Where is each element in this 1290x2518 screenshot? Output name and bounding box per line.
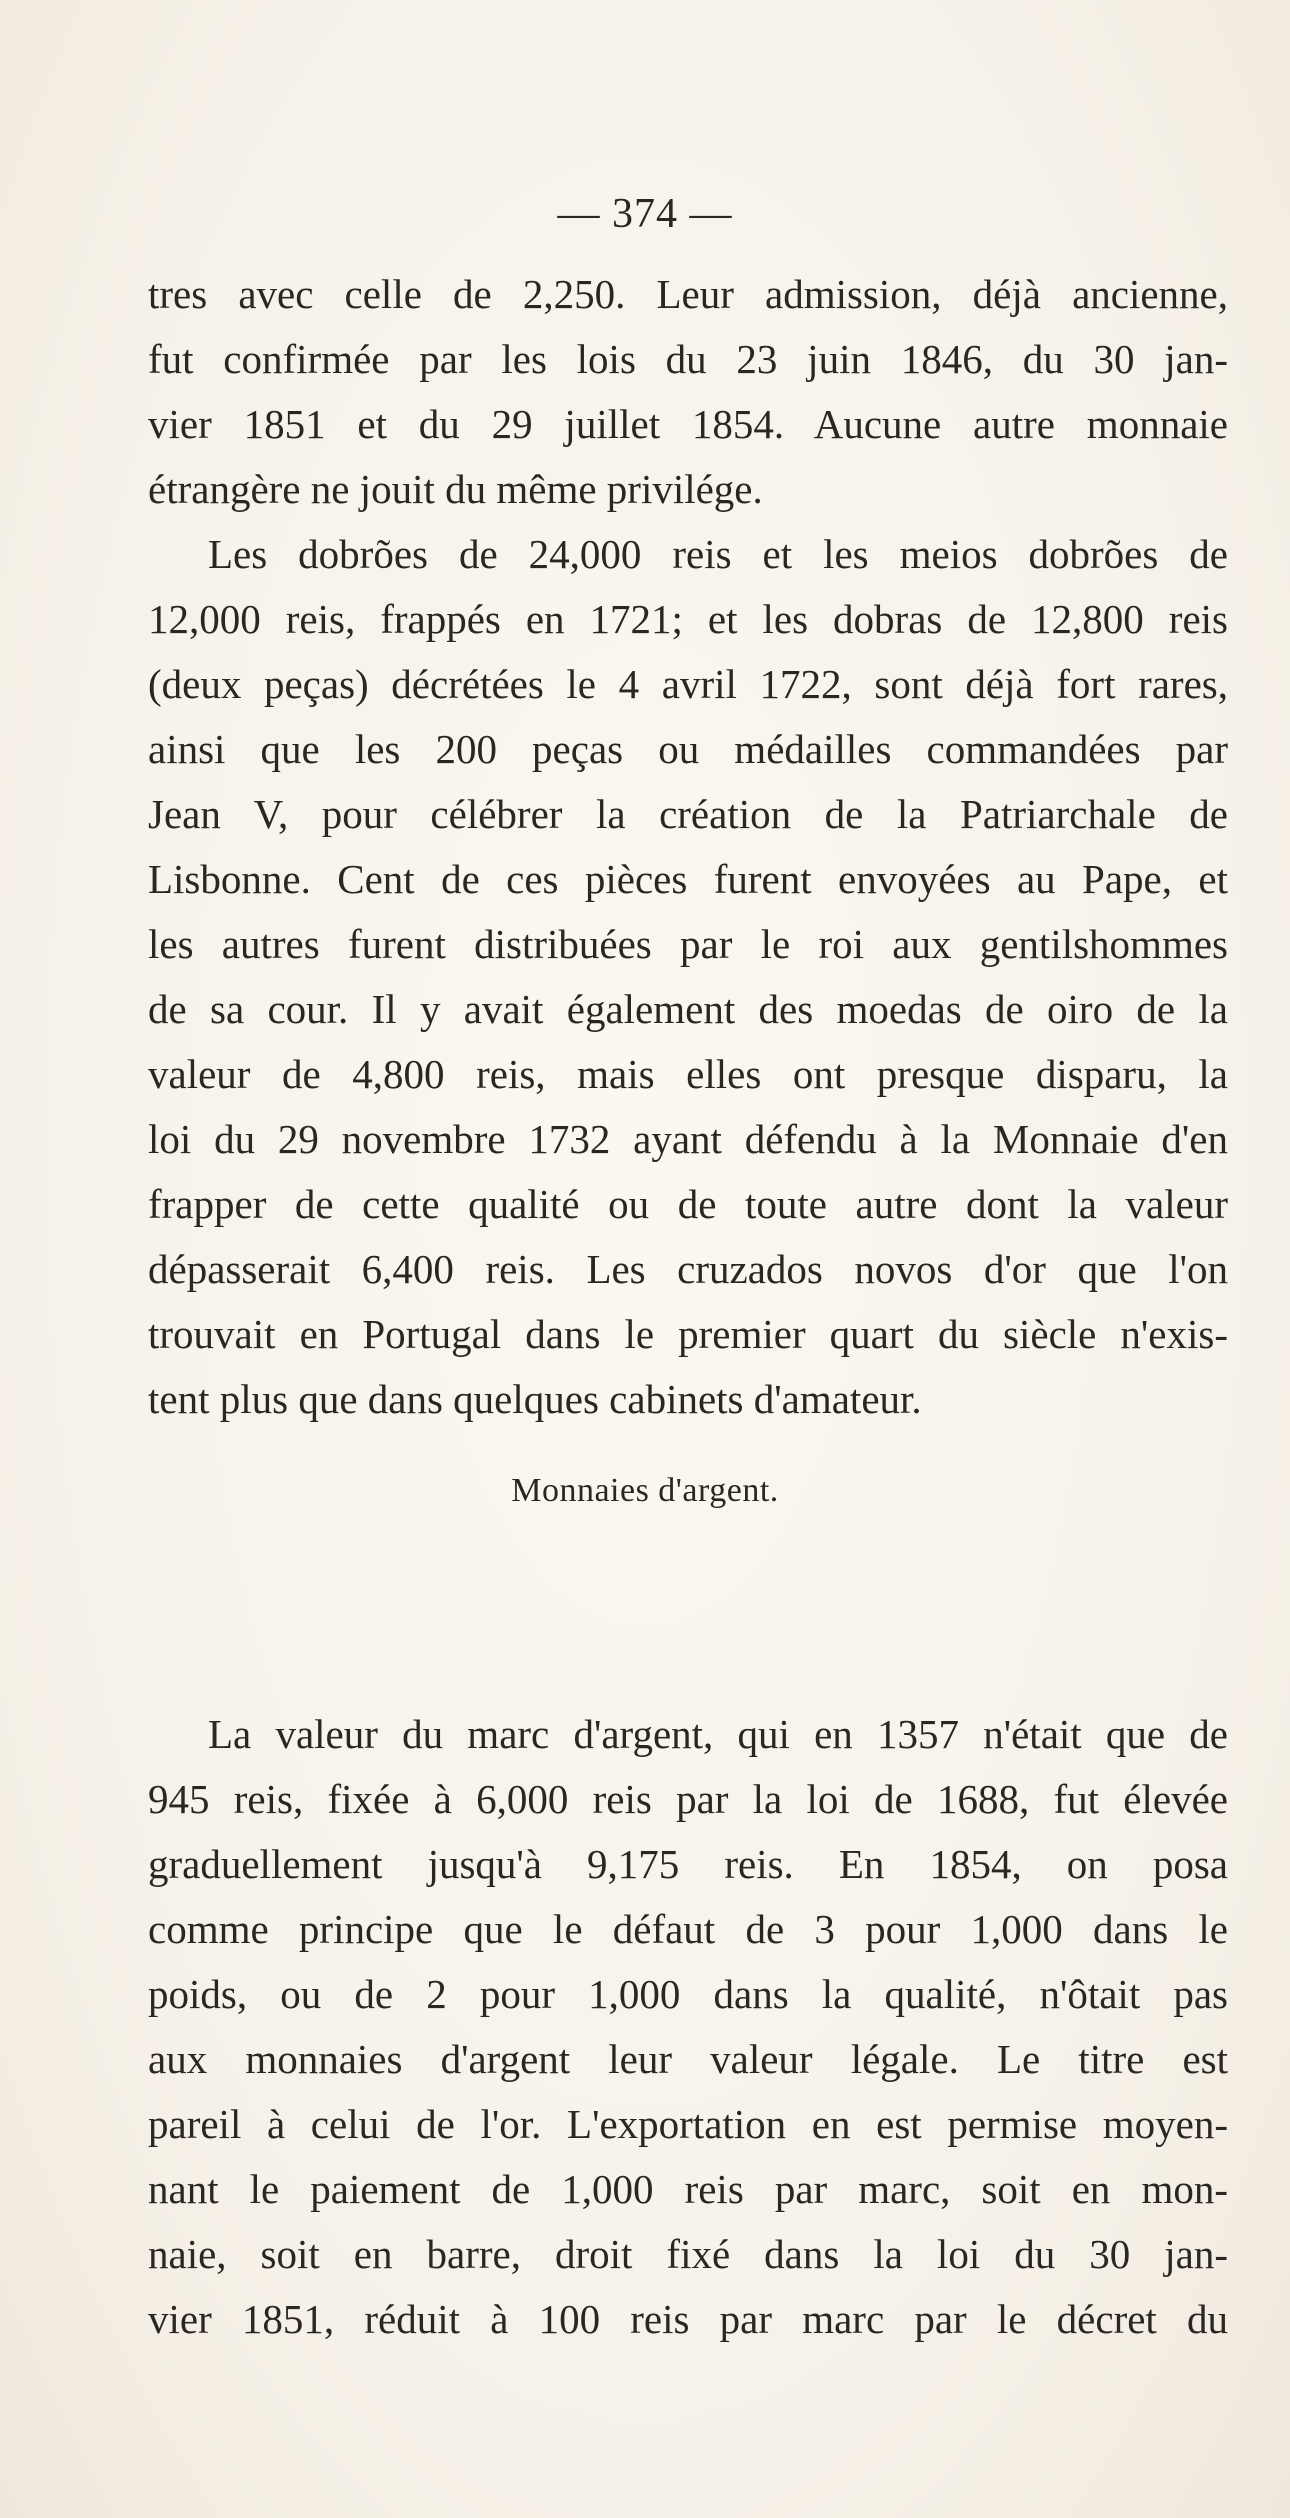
text-line: vier 1851, réduit à 100 reis par marc par le décret du: [148, 2296, 1228, 2342]
text-line: naie, soit en barre, droit fixé dans la loi du 30 jan-: [148, 2231, 1228, 2277]
text-line: tres avec celle de 2,250. Leur admission, déjà ancienne,: [148, 271, 1228, 317]
page-number: — 374 —: [557, 191, 733, 237]
text-line: comme principe que le défaut de 3 pour 1,000 dans le: [148, 1906, 1228, 1952]
text-line: ainsi que les 200 peças ou médailles commandées par: [148, 726, 1228, 772]
text-line: loi du 29 novembre 1732 ayant défendu à la Monnaie d'en: [148, 1116, 1228, 1162]
text-line: La valeur du marc d'argent, qui en 1357 n'était que de: [208, 1711, 1228, 1757]
text-line: Lisbonne. Cent de ces pièces furent envoyées au Pape, et: [148, 856, 1228, 902]
text-line: trouvait en Portugal dans le premier quart du siècle n'exis-: [148, 1311, 1228, 1357]
text-line: Les dobrões de 24,000 reis et les meios dobrões de: [208, 531, 1228, 577]
text-line: valeur de 4,800 reis, mais elles ont presque disparu, la: [148, 1051, 1228, 1097]
text-line: frapper de cette qualité ou de toute autre dont la valeur: [148, 1181, 1228, 1227]
text-line: Jean V, pour célébrer la création de la Patriarchale de: [148, 791, 1228, 837]
text-line: 945 reis, fixée à 6,000 reis par la loi de 1688, fut élevée: [148, 1776, 1228, 1822]
text-block-gold: [148, 262, 1228, 1432]
text-line: les autres furent distribuées par le roi aux gentilshommes: [148, 921, 1228, 967]
section-heading: Monnaies d'argent.: [511, 1472, 779, 1509]
text-line: de sa cour. Il y avait également des moedas de oiro de la: [148, 986, 1228, 1032]
text-line: aux monnaies d'argent leur valeur légale. Le titre est: [148, 2036, 1228, 2082]
text-block-silver: [148, 1702, 1228, 2352]
text-line: nant le paiement de 1,000 reis par marc, soit en mon-: [148, 2166, 1228, 2212]
text-line: dépasserait 6,400 reis. Les cruzados novos d'or que l'on: [148, 1246, 1228, 1292]
text-line: tent plus que dans quelques cabinets d'amateur.: [148, 1376, 922, 1422]
text-line: étrangère ne jouit du même privilége.: [148, 466, 763, 512]
text-line: (deux peças) décrétées le 4 avril 1722, sont déjà fort rares,: [148, 661, 1228, 707]
text-line: 12,000 reis, frappés en 1721; et les dobras de 12,800 reis: [148, 596, 1228, 642]
text-line: poids, ou de 2 pour 1,000 dans la qualité, n'ôtait pas: [148, 1971, 1228, 2017]
text-line: graduellement jusqu'à 9,175 reis. En 1854, on posa: [148, 1841, 1228, 1887]
text-line: fut confirmée par les lois du 23 juin 1846, du 30 jan-: [148, 336, 1228, 382]
text-line: vier 1851 et du 29 juillet 1854. Aucune autre monnaie: [148, 401, 1228, 447]
text-line: pareil à celui de l'or. L'exportation en est permise moyen-: [148, 2101, 1228, 2147]
